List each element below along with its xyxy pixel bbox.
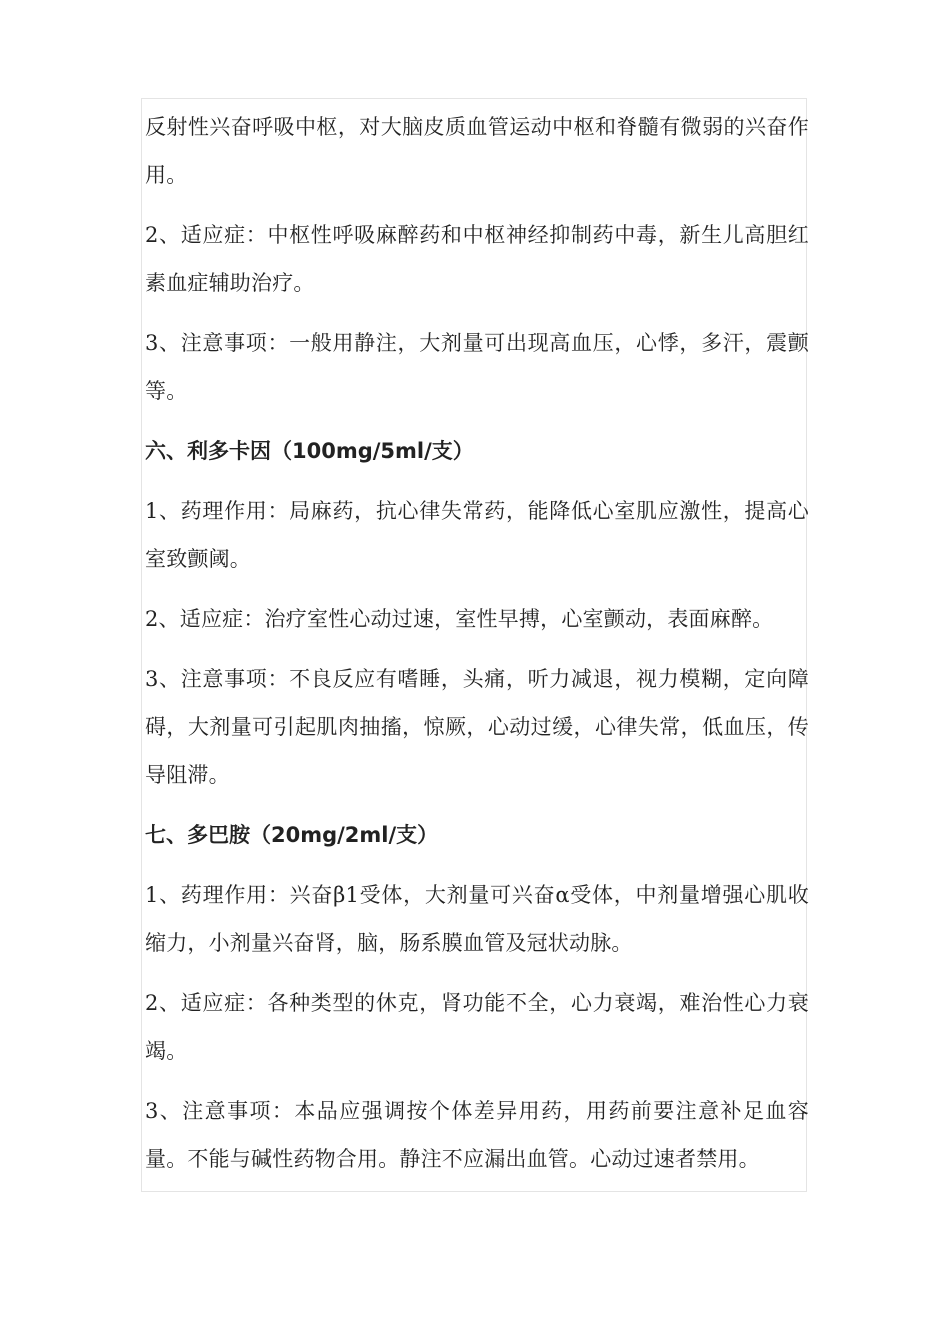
paragraph-doxapram-precautions: 3、注意事项：一般用静注，大剂量可出现高血压，心悸，多汗，震颤等。 [145, 331, 809, 403]
paragraph-lidocaine-indications: 2、适应症：治疗室性心动过速，室性早搏，心室颤动，表面麻醉。 [145, 607, 774, 631]
paragraph-doxapram-indications: 2、适应症：中枢性呼吸麻醉药和中枢神经抑制药中毒，新生儿高胆红素血症辅助治疗。 [145, 223, 809, 295]
paragraph-dopamine-action: 1、药理作用：兴奋β1受体，大剂量可兴奋α受体，中剂量增强心肌收缩力，小剂量兴奋肾，脑，肠系膜血管及冠状动脉。 [145, 883, 809, 955]
paragraph-lidocaine-action: 1、药理作用：局麻药，抗心律失常药，能降低心室肌应激性，提高心室致颤阈。 [145, 499, 809, 571]
paragraph-lidocaine-precautions: 3、注意事项：不良反应有嗜睡，头痛，听力减退，视力模糊，定向障碍，大剂量可引起肌肉抽搐，惊厥，心动过缓，心律失常，低血压，传导阻滞。 [145, 667, 809, 787]
paragraph-dopamine-precautions: 3、注意事项：本品应强调按个体差异用药，用药前要注意补足血容量。不能与碱性药物合用。静注不应漏出血管。心动过速者禁用。 [145, 1099, 809, 1171]
section-heading-dopamine: 七、多巴胺（20mg/2ml/支） [145, 823, 439, 847]
document-body [145, 103, 809, 1195]
paragraph-doxapram-action-cont: 反射性兴奋呼吸中枢，对大脑皮质血管运动中枢和脊髓有微弱的兴奋作用。 [145, 115, 809, 187]
paragraph-dopamine-indications: 2、适应症：各种类型的休克，肾功能不全，心力衰竭，难治性心力衰竭。 [145, 991, 809, 1063]
section-heading-lidocaine: 六、利多卡因（100mg/5ml/支） [145, 439, 474, 463]
